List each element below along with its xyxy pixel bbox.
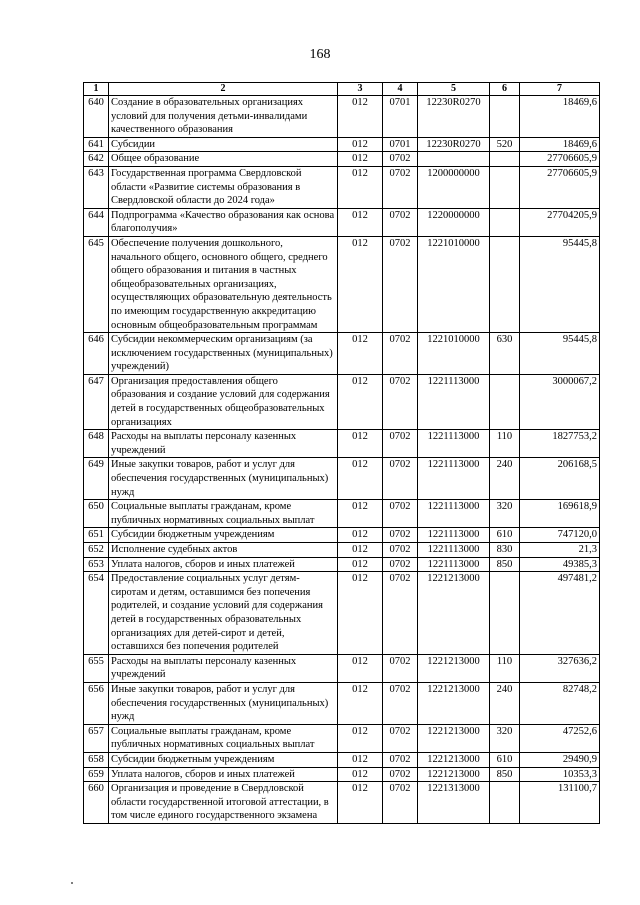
row-admin-code: 012 [338, 430, 383, 458]
row-expense-type: 110 [490, 654, 520, 682]
row-expense-type [490, 208, 520, 236]
header-col-2: 2 [109, 83, 338, 96]
row-expense-type: 610 [490, 752, 520, 767]
row-admin-code: 012 [338, 767, 383, 782]
row-article-code: 1221113000 [418, 374, 490, 429]
row-section-code: 0702 [383, 166, 418, 208]
row-admin-code: 012 [338, 752, 383, 767]
row-number: 643 [84, 166, 109, 208]
table-row [84, 137, 600, 152]
row-amount: 29490,9 [520, 752, 600, 767]
row-amount: 497481,2 [520, 572, 600, 655]
row-number: 660 [84, 782, 109, 824]
row-article-code: 1221010000 [418, 236, 490, 332]
row-article-code: 1220000000 [418, 208, 490, 236]
row-admin-code: 012 [338, 152, 383, 167]
row-name: Расходы на выплаты персоналу казенных учреждений [109, 430, 338, 458]
row-name: Субсидии бюджетным учреждениям [109, 528, 338, 543]
row-amount: 27704205,9 [520, 208, 600, 236]
row-article-code: 1221113000 [418, 528, 490, 543]
row-number: 650 [84, 500, 109, 528]
row-number: 651 [84, 528, 109, 543]
header-col-6: 6 [490, 83, 520, 96]
row-expense-type [490, 96, 520, 138]
header-row [84, 83, 600, 96]
table-row [84, 152, 600, 167]
header-col-4: 4 [383, 83, 418, 96]
row-amount: 18469,6 [520, 137, 600, 152]
row-name: Предоставление социальных услуг детям-сиротам и детям, оставшимся без попечения родителей, и создание условий для содержания детей в государственных образовательных организациях для детей-сирот и детей, оставшихся без попечения родителей [109, 572, 338, 655]
row-number: 642 [84, 152, 109, 167]
row-amount: 21,3 [520, 543, 600, 558]
row-name: Уплата налогов, сборов и иных платежей [109, 767, 338, 782]
row-amount: 47252,6 [520, 724, 600, 752]
row-number: 657 [84, 724, 109, 752]
row-admin-code: 012 [338, 333, 383, 375]
row-number: 656 [84, 682, 109, 724]
row-admin-code: 012 [338, 166, 383, 208]
row-section-code: 0702 [383, 557, 418, 572]
row-amount: 131100,7 [520, 782, 600, 824]
row-name: Иные закупки товаров, работ и услуг для обеспечения государственных (муниципальных) нужд [109, 458, 338, 500]
row-expense-type [490, 374, 520, 429]
row-expense-type: 240 [490, 682, 520, 724]
row-name: Субсидии [109, 137, 338, 152]
row-expense-type: 110 [490, 430, 520, 458]
row-amount: 95445,8 [520, 236, 600, 332]
row-admin-code: 012 [338, 557, 383, 572]
row-number: 648 [84, 430, 109, 458]
row-name: Обеспечение получения дошкольного, начального общего, основного общего, среднего общего образования и питания в частных общеобразовательных организациях, осуществляющих образовательную деятельность по имеющим государственную аккредитацию основным общеобразовательным программам [109, 236, 338, 332]
table-row [84, 724, 600, 752]
row-article-code: 1221010000 [418, 333, 490, 375]
row-article-code: 1200000000 [418, 166, 490, 208]
row-amount: 3000067,2 [520, 374, 600, 429]
row-number: 659 [84, 767, 109, 782]
row-admin-code: 012 [338, 782, 383, 824]
table-row [84, 557, 600, 572]
row-section-code: 0702 [383, 208, 418, 236]
row-admin-code: 012 [338, 374, 383, 429]
row-name: Общее образование [109, 152, 338, 167]
header-col-1: 1 [84, 83, 109, 96]
row-expense-type: 850 [490, 767, 520, 782]
row-article-code: 1221213000 [418, 767, 490, 782]
scan-speck [71, 882, 73, 884]
table-row [84, 654, 600, 682]
row-name: Организация и проведение в Свердловской области государственной итоговой аттестации, в том числе единого государственного экзамена [109, 782, 338, 824]
row-name: Создание в образовательных организациях условий для получения детьми-инвалидами качественного образования [109, 96, 338, 138]
row-name: Иные закупки товаров, работ и услуг для обеспечения государственных (муниципальных) нужд [109, 682, 338, 724]
row-article-code [418, 152, 490, 167]
row-article-code: 1221213000 [418, 752, 490, 767]
header-col-7: 7 [520, 83, 600, 96]
row-amount: 27706605,9 [520, 152, 600, 167]
row-amount: 27706605,9 [520, 166, 600, 208]
row-number: 640 [84, 96, 109, 138]
row-article-code: 1221113000 [418, 430, 490, 458]
table-row [84, 500, 600, 528]
row-article-code: 1221113000 [418, 543, 490, 558]
row-number: 646 [84, 333, 109, 375]
row-amount: 747120,0 [520, 528, 600, 543]
row-section-code: 0701 [383, 96, 418, 138]
table-row [84, 782, 600, 824]
row-number: 654 [84, 572, 109, 655]
table-row [84, 374, 600, 429]
row-article-code: 1221113000 [418, 557, 490, 572]
row-expense-type: 320 [490, 724, 520, 752]
row-amount: 206168,5 [520, 458, 600, 500]
row-name: Расходы на выплаты персоналу казенных учреждений [109, 654, 338, 682]
row-section-code: 0702 [383, 528, 418, 543]
row-number: 645 [84, 236, 109, 332]
row-article-code: 1221213000 [418, 572, 490, 655]
row-section-code: 0701 [383, 137, 418, 152]
row-amount: 18469,6 [520, 96, 600, 138]
row-expense-type [490, 572, 520, 655]
table-row [84, 528, 600, 543]
row-name: Социальные выплаты гражданам, кроме публичных нормативных социальных выплат [109, 500, 338, 528]
row-amount: 169618,9 [520, 500, 600, 528]
row-number: 649 [84, 458, 109, 500]
table-row [84, 166, 600, 208]
header-col-5: 5 [418, 83, 490, 96]
table-row [84, 682, 600, 724]
row-name: Подпрограмма «Качество образования как основа благополучия» [109, 208, 338, 236]
row-article-code: 1221213000 [418, 724, 490, 752]
row-admin-code: 012 [338, 96, 383, 138]
row-number: 658 [84, 752, 109, 767]
row-admin-code: 012 [338, 500, 383, 528]
table-row [84, 543, 600, 558]
row-admin-code: 012 [338, 724, 383, 752]
row-expense-type: 520 [490, 137, 520, 152]
row-section-code: 0702 [383, 543, 418, 558]
row-name: Государственная программа Свердловской области «Развитие системы образования в Свердловской области до 2024 года» [109, 166, 338, 208]
row-section-code: 0702 [383, 654, 418, 682]
row-section-code: 0702 [383, 782, 418, 824]
row-number: 644 [84, 208, 109, 236]
row-section-code: 0702 [383, 333, 418, 375]
row-amount: 95445,8 [520, 333, 600, 375]
row-number: 641 [84, 137, 109, 152]
row-article-code: 12230R0270 [418, 137, 490, 152]
row-expense-type [490, 152, 520, 167]
table-row [84, 752, 600, 767]
row-amount: 82748,2 [520, 682, 600, 724]
row-amount: 10353,3 [520, 767, 600, 782]
row-expense-type: 830 [490, 543, 520, 558]
row-article-code: 1221113000 [418, 500, 490, 528]
table-row [84, 208, 600, 236]
row-section-code: 0702 [383, 374, 418, 429]
row-number: 653 [84, 557, 109, 572]
row-admin-code: 012 [338, 654, 383, 682]
row-amount: 49385,3 [520, 557, 600, 572]
row-admin-code: 012 [338, 458, 383, 500]
row-section-code: 0702 [383, 458, 418, 500]
row-admin-code: 012 [338, 528, 383, 543]
row-admin-code: 012 [338, 682, 383, 724]
row-section-code: 0702 [383, 236, 418, 332]
row-expense-type [490, 166, 520, 208]
row-expense-type: 610 [490, 528, 520, 543]
row-number: 647 [84, 374, 109, 429]
row-name: Субсидии бюджетным учреждениям [109, 752, 338, 767]
row-number: 655 [84, 654, 109, 682]
budget-table [83, 82, 600, 824]
row-name: Субсидии некоммерческим организациям (за исключением государственных (муниципальных) учреждений) [109, 333, 338, 375]
row-number: 652 [84, 543, 109, 558]
table-row [84, 96, 600, 138]
row-article-code: 12230R0270 [418, 96, 490, 138]
row-admin-code: 012 [338, 543, 383, 558]
row-expense-type: 630 [490, 333, 520, 375]
row-name: Социальные выплаты гражданам, кроме публичных нормативных социальных выплат [109, 724, 338, 752]
row-name: Исполнение судебных актов [109, 543, 338, 558]
row-amount: 1827753,2 [520, 430, 600, 458]
row-section-code: 0702 [383, 682, 418, 724]
table-row [84, 333, 600, 375]
row-admin-code: 012 [338, 137, 383, 152]
row-article-code: 1221113000 [418, 458, 490, 500]
row-expense-type: 320 [490, 500, 520, 528]
row-section-code: 0702 [383, 572, 418, 655]
row-admin-code: 012 [338, 572, 383, 655]
row-amount: 327636,2 [520, 654, 600, 682]
row-name: Уплата налогов, сборов и иных платежей [109, 557, 338, 572]
table-row [84, 236, 600, 332]
row-name: Организация предоставления общего образования и создание условий для содержания детей в государственных общеобразовательных организациях [109, 374, 338, 429]
header-col-3: 3 [338, 83, 383, 96]
table-row [84, 458, 600, 500]
row-section-code: 0702 [383, 752, 418, 767]
row-section-code: 0702 [383, 767, 418, 782]
row-section-code: 0702 [383, 430, 418, 458]
table-row [84, 767, 600, 782]
row-expense-type: 850 [490, 557, 520, 572]
row-expense-type: 240 [490, 458, 520, 500]
row-section-code: 0702 [383, 152, 418, 167]
row-article-code: 1221313000 [418, 782, 490, 824]
row-admin-code: 012 [338, 236, 383, 332]
row-admin-code: 012 [338, 208, 383, 236]
row-article-code: 1221213000 [418, 654, 490, 682]
row-section-code: 0702 [383, 724, 418, 752]
page-number: 168 [309, 47, 331, 62]
row-section-code: 0702 [383, 500, 418, 528]
table-row [84, 572, 600, 655]
row-expense-type [490, 236, 520, 332]
row-expense-type [490, 782, 520, 824]
row-article-code: 1221213000 [418, 682, 490, 724]
table-row [84, 430, 600, 458]
